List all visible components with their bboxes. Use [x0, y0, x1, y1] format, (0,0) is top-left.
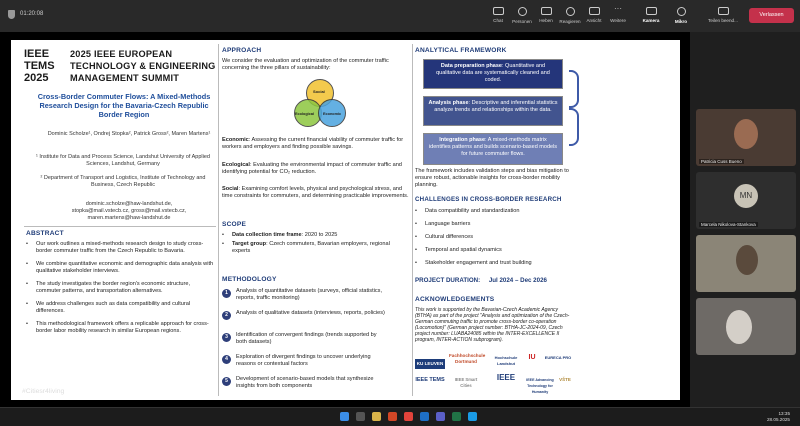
- app-icon[interactable]: [452, 412, 461, 421]
- divider: [24, 226, 216, 227]
- meeting-toolbar: [0, 0, 800, 32]
- camera-icon: [646, 7, 657, 15]
- ku-leuven-logo: KU LEUVEN: [415, 359, 445, 369]
- list-item: Analysis of qualitative datasets (interviews, reports, policies): [236, 310, 385, 316]
- iu-logo: IU: [528, 354, 536, 361]
- leave-button[interactable]: Verlassen: [749, 8, 794, 23]
- hand-icon: [541, 7, 552, 15]
- vste-logo: VŠTE: [559, 377, 571, 382]
- poster-column-2: [220, 40, 410, 400]
- list-item: Analysis of quantitative datasets (surveys, official statistics, reports, traffic monitoring): [236, 288, 383, 301]
- list-item: • Data compatibility and standardization: [413, 208, 573, 215]
- list-item: Identification of convergent findings (trends supported by both datasets): [236, 332, 377, 345]
- participant-tile[interactable]: [696, 172, 796, 229]
- list-item: • The study investigates the border region's economic structure, commuter patterns, and transportation alternatives.: [24, 281, 214, 295]
- list-item: • We address challenges such as data compatibility and cultural differences.: [24, 301, 214, 315]
- meeting-timer: 01:20:08: [20, 11, 44, 17]
- participant-tile[interactable]: [696, 109, 796, 166]
- flow-arrow: [569, 70, 579, 108]
- step-number: 3: [222, 333, 231, 342]
- list-item: Development of scenario-based models that synthesize insights from both components: [236, 376, 374, 389]
- methodology-heading: METHODOLOGY: [222, 276, 277, 283]
- participant-name: Marcela Nikolova-Stankova: [701, 222, 756, 227]
- framework-diagram: [413, 56, 575, 168]
- hashtag-label: #Citiesr4living: [22, 388, 65, 395]
- chat-icon: [493, 7, 504, 15]
- raise-hand-button[interactable]: Heben: [531, 7, 561, 23]
- affiliation-1: ¹ Institute for Data and Process Science, Landshut University of Applied Sciences, Landshut, Germany: [36, 154, 210, 167]
- venn-label: Ecological: [295, 112, 314, 116]
- participant-video: [726, 310, 752, 344]
- participant-panel: [690, 32, 800, 407]
- shield-icon: [8, 10, 15, 19]
- list-item: • Cultural differences: [413, 234, 573, 241]
- participant-name: Patricia Cuss Bueno: [701, 159, 742, 164]
- social-text: Social: Examining comfort levels, physical and psychological stress, and time constraints for commuters, and determining practicable improvements.: [222, 186, 409, 199]
- ieee-tagline-logo: IEEE Advancing Technology for Humanity: [526, 378, 554, 394]
- methodology-list: [222, 288, 410, 398]
- column-divider: [218, 44, 219, 396]
- ecological-text: Ecological: Evaluating the environmental impact of commuter traffic and identifying potential for CO₂ reduction.: [222, 162, 402, 175]
- list-item: • This methodological framework offers a replicable approach for cross-border labor mobility research in similar European regions.: [24, 321, 214, 335]
- challenges-list: [413, 208, 573, 273]
- people-icon: [518, 7, 527, 16]
- scope-list: [220, 232, 408, 261]
- integration-phase: Integration phase: A mixed-methods matrix identifies patterns and builds scenario-based models for future commuter flows.: [423, 133, 563, 165]
- step-number: 1: [222, 289, 231, 298]
- step-number: 5: [222, 377, 231, 386]
- app-icon[interactable]: [388, 412, 397, 421]
- list-item: • Language barriers: [413, 221, 573, 228]
- authors: Dominic Scholze¹, Ondrej Stopka², Patrick Gross², Maren Martens¹: [47, 131, 211, 137]
- list-item: • Temporal and spatial dynamics: [413, 247, 573, 254]
- more-icon: ···: [614, 4, 622, 13]
- list-item: • Stakeholder engagement and trust building: [413, 260, 573, 267]
- abstract-list: [24, 241, 214, 341]
- app-icon[interactable]: [404, 412, 413, 421]
- approach-heading: APPROACH: [222, 47, 262, 54]
- acknowledgements-heading: ACKNOWLEDGEMENTS: [415, 296, 495, 303]
- emails: dominic.scholze@haw-landshut.de, stopka@mail.vstecb.cz, gross@mail.vstecb.cz, maren.martens@haw-landshut.de: [71, 201, 187, 221]
- camera-button[interactable]: Kamera: [636, 7, 666, 23]
- approach-intro: We consider the evaluation and optimization of the commuter traffic concerning the three pillars of sustainability:: [222, 58, 389, 71]
- data-preparation-phase: Data preparation phase: Quantitative and qualitative data are systematically cleaned and coded.: [423, 59, 563, 89]
- shared-screen: [0, 32, 690, 407]
- participant-tile[interactable]: [696, 235, 796, 292]
- participant-video: [736, 245, 758, 275]
- venn-label: Economic: [323, 112, 342, 116]
- people-button[interactable]: Personen: [507, 7, 537, 24]
- more-button[interactable]: ··· Weitere: [610, 4, 626, 23]
- ieee-smart-cities-logo: IEEE Smart Cities: [454, 377, 478, 388]
- list-item: • We combine quantitative economic and demographic data analysis with qualitative stakeholder interviews.: [24, 261, 214, 275]
- stop-sharing-button[interactable]: Teilen beend...: [703, 7, 743, 23]
- list-item: • Data collection time frame: 2020 to 2025: [220, 232, 408, 239]
- avatar: MN: [734, 184, 758, 208]
- edge-icon[interactable]: [468, 412, 477, 421]
- share-icon: [718, 7, 729, 15]
- participant-tile[interactable]: [696, 298, 796, 355]
- step-number: 2: [222, 311, 231, 320]
- conference-title: 2025 IEEE EUROPEAN TECHNOLOGY & ENGINEERING MANAGEMENT SUMMIT: [70, 49, 216, 83]
- sponsor-logos: [413, 353, 575, 398]
- eureca-pro-logo: EURECA PRO: [544, 355, 572, 360]
- scope-heading: SCOPE: [222, 221, 247, 228]
- fh-dortmund-logo: Fachhochschule Dortmund: [449, 353, 486, 364]
- poster-column-1: [24, 40, 216, 400]
- poster: [11, 40, 680, 400]
- affiliation-2: ² Department of Transport and Logistics, Institute of Technology and Business, Czech Republic: [40, 175, 206, 188]
- list-item: Exploration of divergent findings to uncover underlying reasons or contextual factors: [236, 354, 371, 367]
- challenges-heading: CHALLENGES IN CROSS-BORDER RESEARCH: [415, 196, 562, 203]
- teams-icon[interactable]: [436, 412, 445, 421]
- grid-icon: [589, 7, 600, 15]
- project-duration: PROJECT DURATION: Jul 2024 – Dec 2026: [415, 277, 547, 284]
- ieee-logo: IEEE: [496, 373, 516, 382]
- poster-title: Cross-Border Commuter Flows: A Mixed-Methods Research Design for the Bavaria-Czech Republic Border Region: [37, 92, 211, 119]
- participant-video: [734, 119, 758, 149]
- economic-text: Economic: Assessing the current financial viability of commuter traffic for workers and employers and finding possible savings.: [222, 137, 404, 150]
- windows-taskbar: [0, 407, 800, 426]
- chat-button[interactable]: Chat: [483, 7, 513, 23]
- react-button[interactable]: Reagieren: [555, 7, 585, 24]
- view-button[interactable]: Ansicht: [579, 7, 609, 23]
- ieee-tems-sponsor-logo: IEEE TEMS: [415, 377, 445, 383]
- list-item: • Our work outlines a mixed-methods research design to study cross-border commuter traffic from the Czech Republic to Bavaria.: [24, 241, 214, 255]
- ieee-tems-logo: IEEE TEMS 2025: [24, 48, 55, 84]
- search-icon[interactable]: [356, 412, 365, 421]
- acknowledgements-text: This work is supported by the Bavarian-Czech Academic Agency (BTHA) as part of the project "Analysis and optimization of the Czech-German commuting traffic to promote cross-border co-operation (Locomotion)" (German project number: BTHA-JC-2024-09, Czech project number: LUABA24085 within the INTER-EXCELLENCE II program, INTER-ACTION subprogram).: [415, 307, 570, 343]
- sustainability-venn-diagram: [286, 77, 358, 133]
- venn-label: Social: [313, 89, 325, 94]
- flow-arrow: [569, 108, 579, 146]
- system-clock: 13:35 28.05.2025: [767, 411, 790, 422]
- list-item: • Target group: Czech commuters, Bavarian employers, regional experts: [220, 241, 408, 255]
- smiley-icon: [566, 7, 575, 16]
- microphone-icon: [677, 7, 686, 16]
- framework-text: The framework includes validation steps and bias mitigation to ensure robust, actionable insights for cross-border mobility planning.: [415, 168, 569, 188]
- start-icon[interactable]: [340, 412, 349, 421]
- framework-heading: ANALYTICAL FRAMEWORK: [415, 47, 507, 54]
- hochschule-landshut-logo: Hochschule Landshut: [494, 355, 518, 366]
- mic-button[interactable]: Mikro: [666, 7, 696, 24]
- app-icon[interactable]: [420, 412, 429, 421]
- analysis-phase: Analysis phase: Descriptive and inferential statistics analyze trends and relationships within the data.: [423, 96, 563, 126]
- abstract-heading: ABSTRACT: [26, 230, 64, 237]
- step-number: 4: [222, 355, 231, 364]
- file-explorer-icon[interactable]: [372, 412, 381, 421]
- poster-column-3: [413, 40, 575, 400]
